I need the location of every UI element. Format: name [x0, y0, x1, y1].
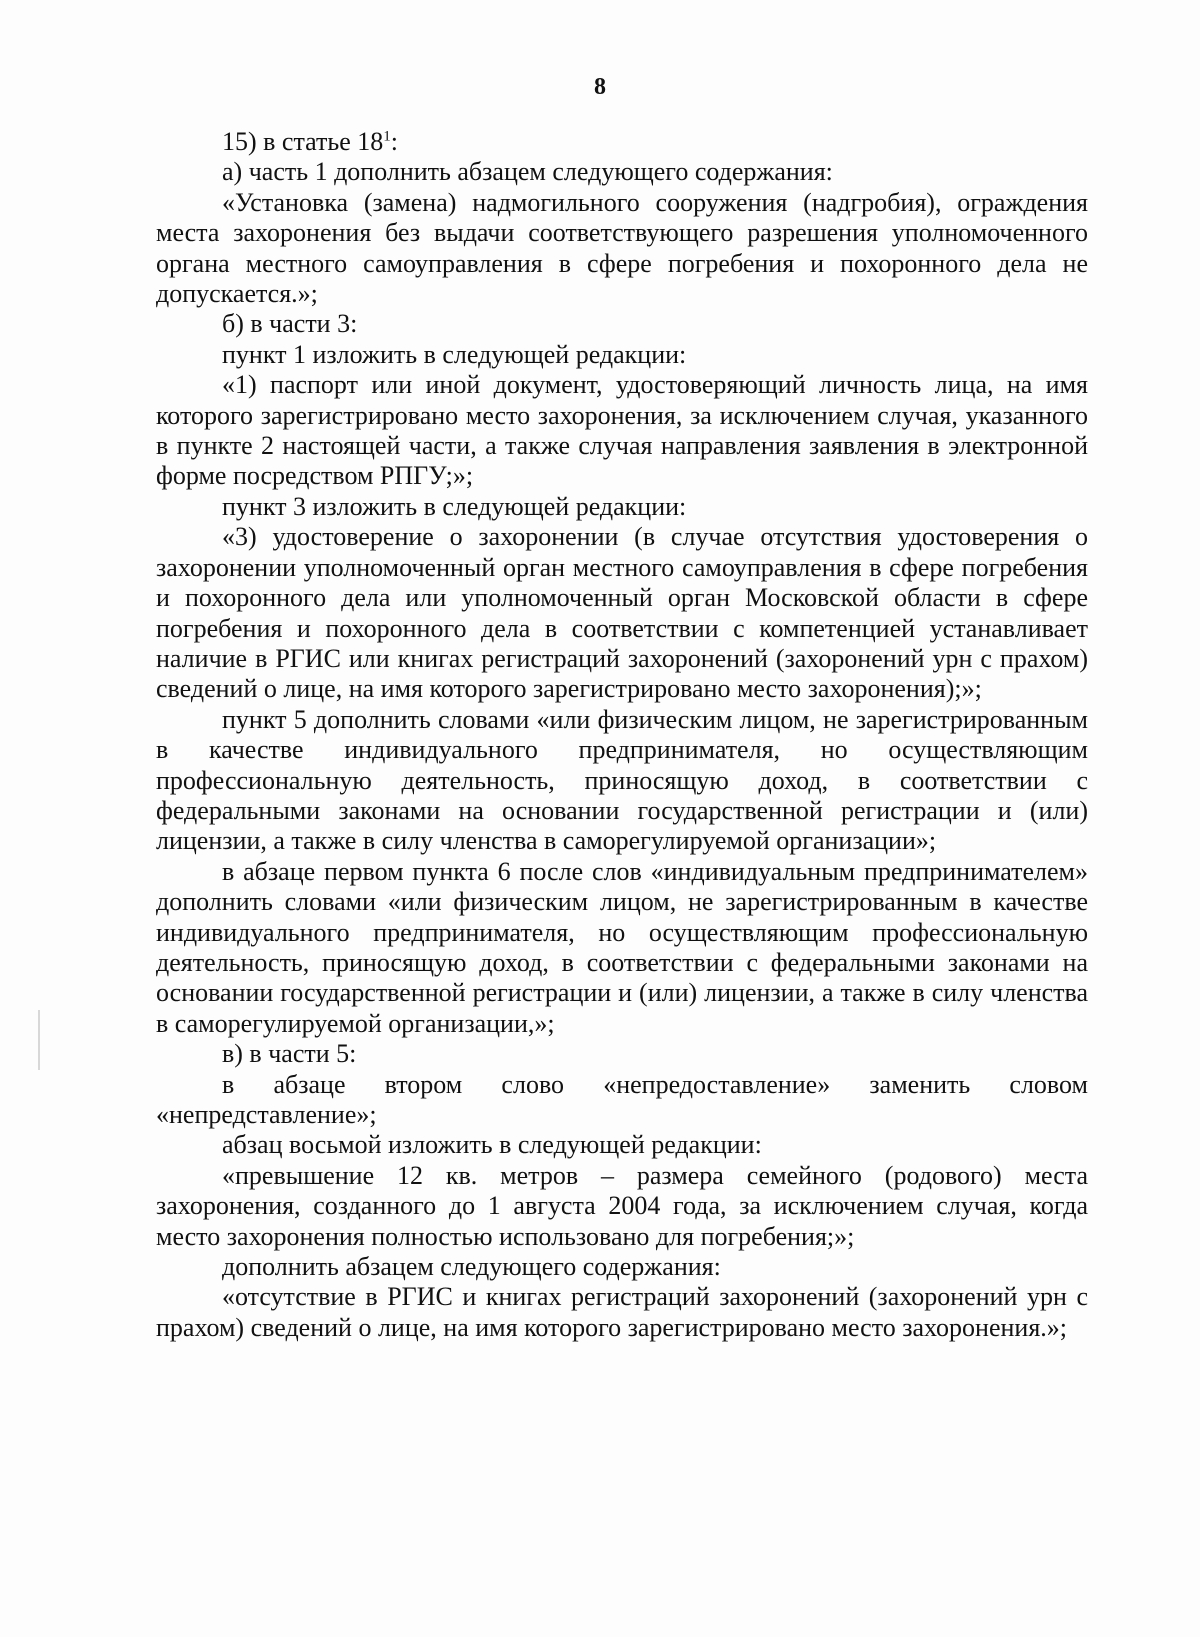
paragraph-c-addition-intro: дополнить абзацем следующего содержания:: [222, 1252, 721, 1282]
paragraph-c-second: в абзаце втором слово «непредоставление» заменить словом «непредставление»;: [156, 1069, 1088, 1129]
paragraph-b-intro: б) в части 3:: [222, 309, 358, 339]
paragraph-item3-text: «3) удостоверение о захоронении (в случае отсутствия удостоверения о захоронении уполномоченный орган местного самоуправления в сфере погребения и похоронного дела или уполномоченный орган Московской области в сфере погребения и похоронного дела в соответствии с компетенцией устанавливает наличие в РГИС или книгах регистраций захоронений (захоронений урн с прахом) сведений о лице, на имя которого зарегистрировано место захоронения);»;: [156, 522, 1088, 704]
page-number: 8: [594, 74, 606, 100]
section-heading: [156, 127, 1088, 157]
paragraph-item1-intro: пункт 1 изложить в следующей редакции:: [222, 339, 687, 369]
paragraph-item6-text: в абзаце первом пункта 6 после слов «индивидуальным предпринимателем» дополнить словами «или физическим лицом, не зарегистрированным в качестве индивидуального предпринимателя, но осуществляющим профессиональную деятельность, приносящую доход, в соответствии с федеральными законами на основании государственной регистрации и (или) лицензии, а также в силу членства в саморегулируемой организации,»;: [156, 856, 1088, 1038]
paragraph-item5-text: пункт 5 дополнить словами «или физическим лицом, не зарегистрированным в качестве индивидуального предпринимателя, но осуществляющим профессиональную деятельность, приносящую доход, в соответствии с федеральными законами на основании государственной регистрации и (или) лицензии, а также в силу членства в саморегулируемой организации»;: [156, 704, 1088, 856]
paragraph-a-text: «Установка (замена) надмогильного сооружения (надгробия), ограждения места захоронения без выдачи соответствующего разрешения уполномоченного органа местного самоуправления в сфере погребения и похоронного дела не допускается.»;: [156, 187, 1088, 309]
section-heading-superscript: 1: [383, 128, 391, 145]
section-heading-colon: :: [390, 127, 399, 156]
paragraph-a-intro: а) часть 1 дополнить абзацем следующего содержания:: [222, 157, 833, 187]
paragraph-c-addition-text: «отсутствие в РГИС и книгах регистраций захоронений (захоронений урн с прахом) сведений о лице, на имя которого зарегистрировано место захоронения.»;: [156, 1282, 1088, 1342]
paragraph-c-intro: в) в части 5:: [222, 1039, 357, 1069]
paragraph-c-eighth-text: «превышение 12 кв. метров – размера семейного (родового) места захоронения, созданного до 1 августа 2004 года, за исключением случая, когда место захоронения полностью использовано для погребения;»;: [156, 1160, 1088, 1251]
document-body: [156, 127, 1088, 1343]
paragraph-c-eighth-intro: абзац восьмой изложить в следующей редакции:: [222, 1130, 762, 1160]
paragraph-item1-text: «1) паспорт или иной документ, удостоверяющий личность лица, на имя которого зарегистрировано место захоронения, за исключением случая, указанного в пункте 2 настоящей части, а также случая направления заявления в электронной форме посредством РПГУ;»;: [156, 370, 1088, 491]
section-heading-text: 15) в статье 18: [222, 127, 384, 156]
scan-margin-mark: [38, 1010, 40, 1070]
paragraph-item3-intro: пункт 3 изложить в следующей редакции:: [222, 491, 687, 521]
